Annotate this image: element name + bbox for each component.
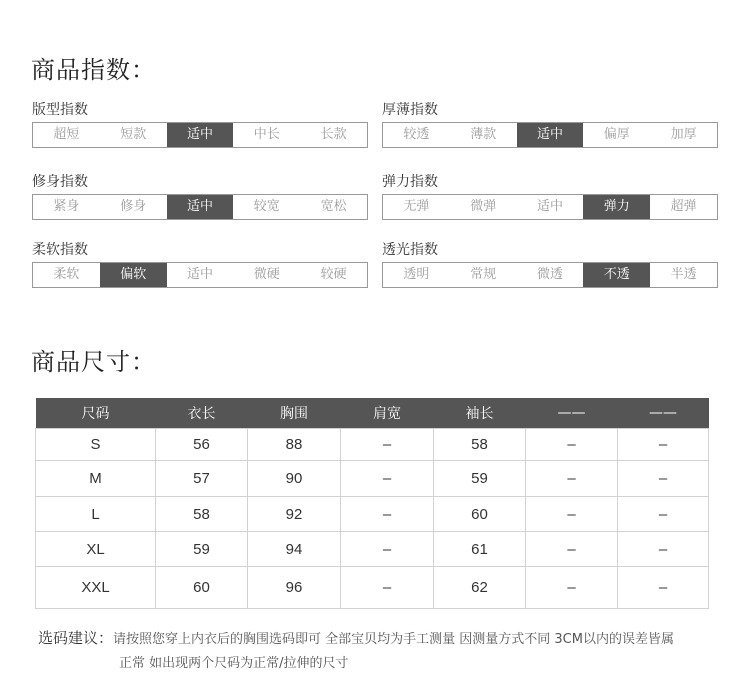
size-table-header-cell: —— [618, 398, 709, 429]
index-option: 常规 [470, 267, 497, 282]
size-section-title: 商品尺寸： [31, 348, 156, 376]
size-value-cell: 90 [248, 461, 341, 497]
size-value-cell: 60 [156, 567, 248, 609]
index-option: 薄款 [470, 127, 497, 142]
index-option-selected: 适中 [517, 123, 584, 147]
size-value-cell: – [618, 429, 709, 461]
size-value-cell: 59 [434, 461, 526, 497]
size-value-cell: – [526, 497, 618, 532]
index-scale [382, 194, 718, 220]
index-group-label: 柔软指数 [32, 242, 88, 258]
index-option: 宽松 [320, 199, 347, 214]
index-group-label: 修身指数 [32, 174, 88, 190]
size-value-cell: – [618, 532, 709, 567]
size-table-header-cell: 尺码 [36, 398, 156, 429]
size-label-cell: XXL [36, 567, 156, 609]
index-option: 微弹 [470, 199, 497, 214]
index-group [32, 172, 368, 220]
index-option: 无弹 [403, 199, 430, 214]
size-value-cell: – [341, 429, 434, 461]
index-option: 短款 [120, 127, 147, 142]
size-label-cell: L [36, 497, 156, 532]
size-value-cell: 59 [156, 532, 248, 567]
index-option: 较宽 [253, 199, 280, 214]
size-label-cell: S [36, 429, 156, 461]
index-option-selected: 偏软 [100, 263, 167, 287]
size-value-cell: 58 [156, 497, 248, 532]
index-option-selected: 不透 [583, 263, 650, 287]
table-row [36, 567, 709, 609]
index-scale [32, 262, 368, 288]
size-label-cell: XL [36, 532, 156, 567]
index-option: 透明 [403, 267, 430, 282]
index-option: 加厚 [670, 127, 697, 142]
size-table-header-cell: 胸围 [248, 398, 341, 429]
index-group-label: 厚薄指数 [382, 102, 438, 118]
index-option: 偏厚 [603, 127, 630, 142]
index-option-selected: 适中 [167, 123, 234, 147]
index-group [32, 100, 368, 148]
table-row [36, 461, 709, 497]
size-advice-note [38, 626, 718, 676]
index-option-selected: 弹力 [583, 195, 650, 219]
index-option: 紧身 [53, 199, 80, 214]
size-value-cell: – [526, 532, 618, 567]
size-advice-text1: 请按照您穿上内衣后的胸围选码即可 全部宝贝均为手工测量 因测量方式不同 3CM以内的误差皆属 [113, 632, 674, 647]
index-scale [382, 122, 718, 148]
size-advice-line1 [38, 626, 718, 652]
index-group-label: 透光指数 [382, 242, 438, 258]
index-option: 柔软 [53, 267, 80, 282]
size-value-cell: – [341, 532, 434, 567]
index-option: 较透 [403, 127, 430, 142]
size-value-cell: – [341, 497, 434, 532]
size-value-cell: 60 [434, 497, 526, 532]
size-value-cell: – [526, 461, 618, 497]
size-value-cell: 94 [248, 532, 341, 567]
index-option: 超弹 [670, 199, 697, 214]
index-group [382, 172, 718, 220]
size-table-header-cell: —— [526, 398, 618, 429]
index-group-label: 版型指数 [32, 102, 88, 118]
index-option: 微硬 [253, 267, 280, 282]
size-advice-title: 选码建议： [38, 629, 114, 647]
size-value-cell: 61 [434, 532, 526, 567]
table-row [36, 429, 709, 461]
index-group [32, 240, 368, 288]
size-value-cell: – [618, 567, 709, 609]
size-table-header-cell: 肩宽 [341, 398, 434, 429]
index-option: 适中 [186, 267, 213, 282]
table-row [36, 532, 709, 567]
size-label-cell: M [36, 461, 156, 497]
index-option: 微透 [536, 267, 563, 282]
index-option: 较硬 [320, 267, 347, 282]
size-value-cell: – [341, 461, 434, 497]
index-scale [32, 122, 368, 148]
size-value-cell: – [341, 567, 434, 609]
index-option: 长款 [320, 127, 347, 142]
index-group [382, 240, 718, 288]
size-table-header-cell: 袖长 [434, 398, 526, 429]
index-group [382, 100, 718, 148]
index-group-label: 弹力指数 [382, 174, 438, 190]
size-value-cell: 88 [248, 429, 341, 461]
index-option: 半透 [670, 267, 697, 282]
index-scale [382, 262, 718, 288]
size-value-cell: – [618, 497, 709, 532]
index-section-title: 商品指数： [31, 56, 156, 84]
size-table-body [36, 429, 709, 609]
size-value-cell: – [618, 461, 709, 497]
index-option: 适中 [536, 199, 563, 214]
size-value-cell: 92 [248, 497, 341, 532]
size-value-cell: 62 [434, 567, 526, 609]
index-scale [32, 194, 368, 220]
size-value-cell: – [526, 429, 618, 461]
index-option: 超短 [53, 127, 80, 142]
size-value-cell: 57 [156, 461, 248, 497]
size-advice-text2: 正常 如出现两个尺码为正常/拉伸的尺寸 [119, 656, 349, 671]
size-value-cell: – [526, 567, 618, 609]
size-table [35, 398, 709, 609]
size-value-cell: 56 [156, 429, 248, 461]
index-option-selected: 适中 [167, 195, 234, 219]
size-table-header-row [36, 398, 709, 429]
size-table-header-cell: 衣长 [156, 398, 248, 429]
size-value-cell: 58 [434, 429, 526, 461]
table-row [36, 497, 709, 532]
index-option: 修身 [120, 199, 147, 214]
index-option: 中长 [253, 127, 280, 142]
size-value-cell: 96 [248, 567, 341, 609]
